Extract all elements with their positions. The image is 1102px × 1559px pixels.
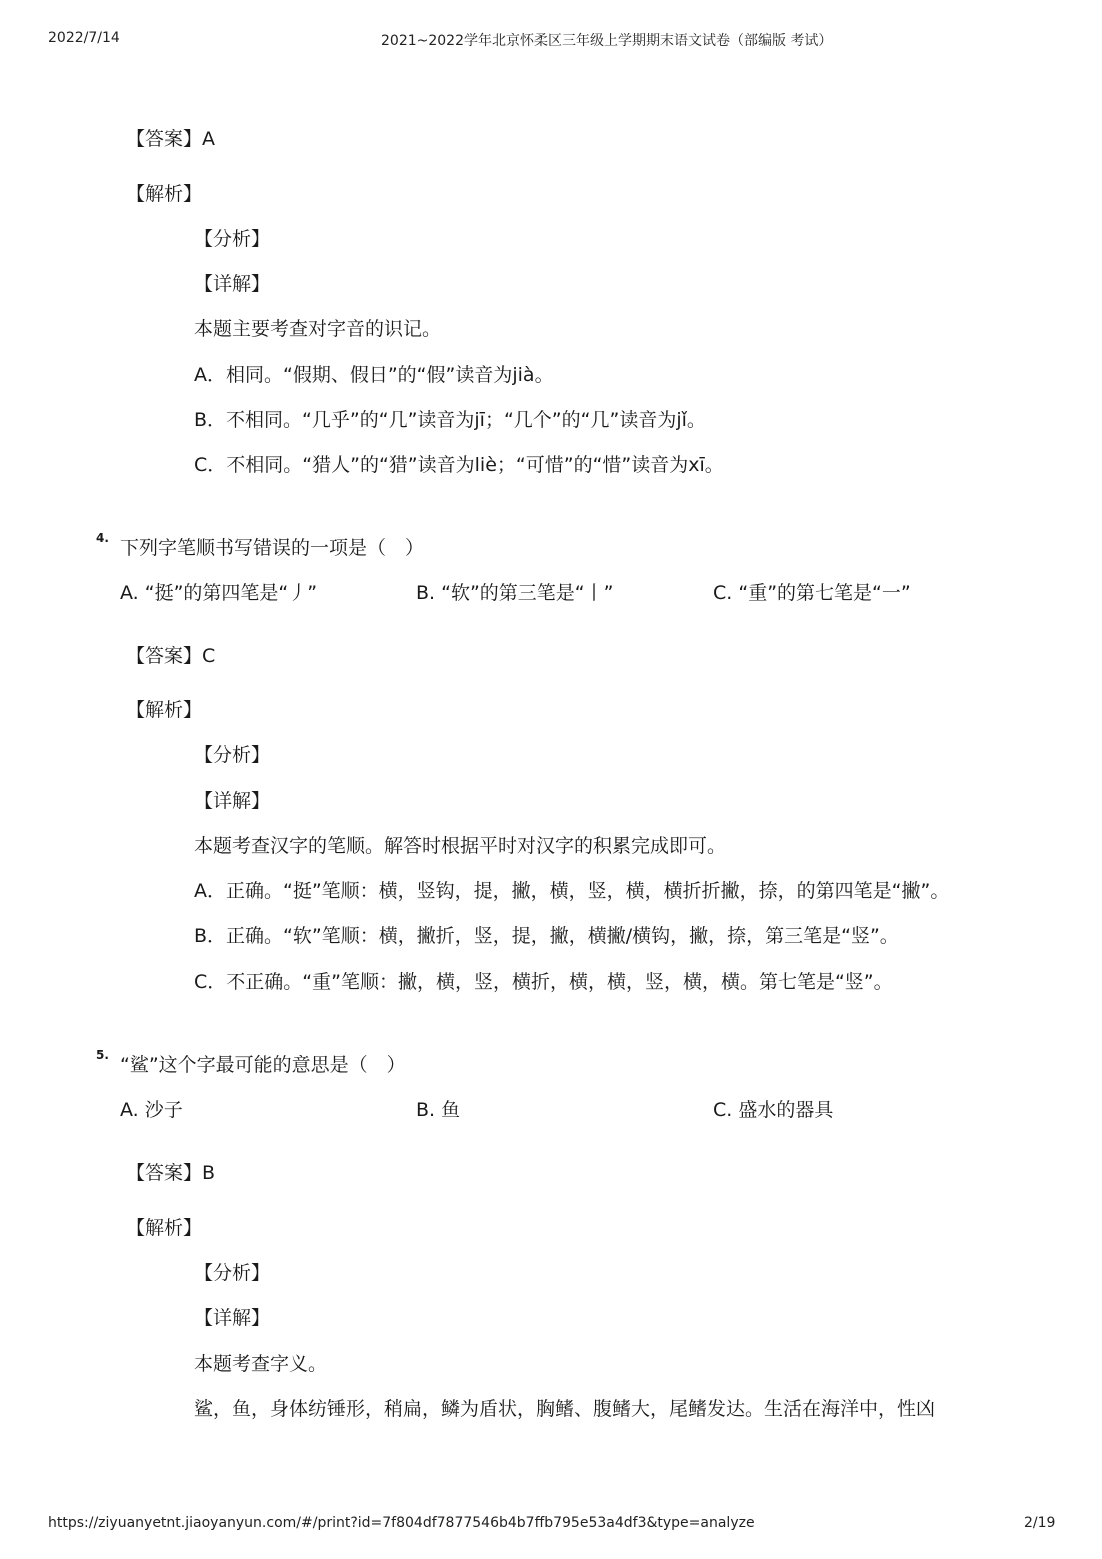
- q4-xiangjie: 【详解】: [194, 790, 271, 812]
- q4-line: 本题考查汉字的笔顺。解答时根据平时对汉字的积累完成即可。: [194, 835, 727, 857]
- q5-option-b: B. 鱼: [416, 1099, 461, 1121]
- q4-line: B．正确。“软”笔顺：横，撇折，竖，提，撇，横撇/横钩，撇，捺，第三笔是“竖”。: [194, 925, 899, 947]
- q5-option-c: C. 盛水的器具: [713, 1099, 834, 1121]
- q4-number: 4.: [96, 531, 109, 545]
- q3-line: A．相同。“假期、假日”的“假”读音为jià。: [194, 364, 554, 386]
- q4-line: A．正确。“挺”笔顺：横，竖钩，提，撇，横，竖，横，横折折撇，捺，的第四笔是“撇”。: [194, 880, 950, 902]
- q5-fenxi: 【分析】: [194, 1262, 271, 1284]
- q5-line: 本题考查字义。: [194, 1353, 328, 1375]
- q3-line: 本题主要考查对字音的识记。: [194, 318, 442, 340]
- page-url: https://ziyuanyetnt.jiaoyanyun.com/#/print?id=7f804df7877546b4b7ffb795e53a4df3&type=analyze: [48, 1515, 755, 1531]
- q4-fenxi: 【分析】: [194, 744, 271, 766]
- q5-option-a: A. 沙子: [120, 1099, 183, 1121]
- document-title: 2021~2022学年北京怀柔区三年级上学期期末语文试卷（部编版 考试）: [381, 33, 833, 49]
- q4-analysis-label: 【解析】: [126, 699, 203, 721]
- q5-answer: 【答案】B: [126, 1162, 216, 1184]
- q4-line: C．不正确。“重”笔顺：撇，横，竖，横折，横，横，竖，横，横。第七笔是“竖”。: [194, 971, 893, 993]
- q3-xiangjie: 【详解】: [194, 273, 271, 295]
- q3-fenxi: 【分析】: [194, 228, 271, 250]
- q4-answer: 【答案】C: [126, 645, 216, 667]
- q5-question: “鲨”这个字最可能的意思是（ ）: [120, 1054, 406, 1076]
- q3-analysis-label: 【解析】: [126, 183, 203, 205]
- q4-option-c: C. “重”的第七笔是“一”: [713, 582, 911, 604]
- q5-analysis-label: 【解析】: [126, 1217, 203, 1239]
- q3-answer: 【答案】A: [126, 128, 215, 150]
- page-number: 2/19: [1024, 1515, 1056, 1531]
- q5-xiangjie: 【详解】: [194, 1307, 271, 1329]
- q4-option-a: A. “挺”的第四笔是“丿”: [120, 582, 318, 604]
- q4-question: 下列字笔顺书写错误的一项是（ ）: [120, 537, 425, 559]
- q4-option-b: B. “软”的第三笔是“丨”: [416, 582, 614, 604]
- q3-line: B．不相同。“几乎”的“几”读音为jī；“几个”的“几”读音为jǐ。: [194, 409, 706, 431]
- print-date: 2022/7/14: [48, 30, 120, 46]
- q5-line: 鲨，鱼，身体纺锤形，稍扁，鳞为盾状，胸鳍、腹鳍大，尾鳍发达。生活在海洋中，性凶: [194, 1398, 936, 1420]
- q5-number: 5.: [96, 1048, 109, 1062]
- q3-line: C．不相同。“猎人”的“猎”读音为liè；“可惜”的“惜”读音为xī。: [194, 454, 724, 476]
